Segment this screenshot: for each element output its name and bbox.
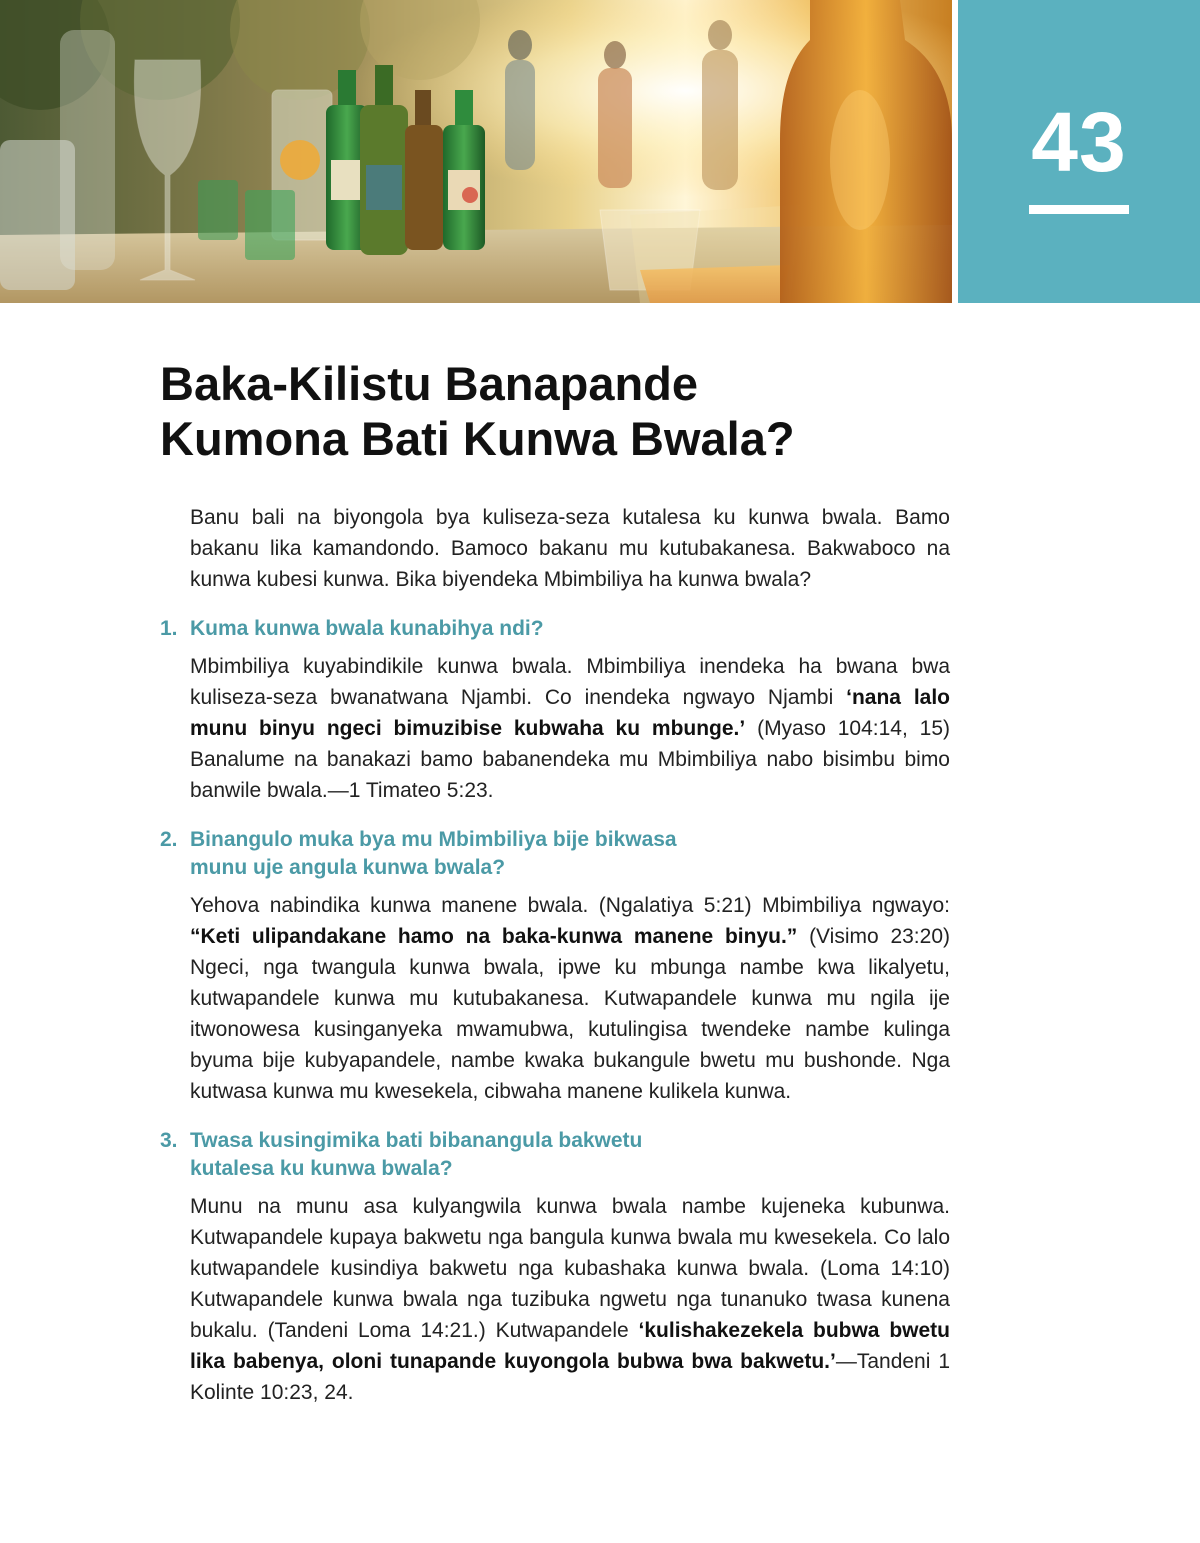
question-3-line-1: Twasa kusingimika bati bibanangula bakwetu <box>190 1129 643 1152</box>
answer-2-text-a: Yehova nabindika kunwa manene bwala. (Ngalatiya 5:21) Mbimbiliya ngwayo: <box>190 894 950 917</box>
answer-2-quote: “Keti ulipandakane hamo na baka-kunwa manene binyu.” <box>190 925 798 948</box>
question-3 <box>160 1127 950 1183</box>
answer-1-text-a: Mbimbiliya kuyabindikile kunwa bwala. Mbimbiliya inendeka ha bwana bwa kuliseza-seza bwanatwana Njambi. Co inendeka ngwayo Njambi <box>190 655 950 709</box>
answer-3-paragraph <box>190 1191 950 1408</box>
question-3-number: 3. <box>160 1129 178 1152</box>
answer-1-paragraph <box>190 651 950 806</box>
lesson-content <box>160 502 950 1408</box>
answer-2-text-b: (Visimo 23:20) Ngeci, nga twangula kunwa bwala, ipwe ku mbunga nambe kwa likalyetu, kutwapandele kunwa mu kutubakanesa. Kutwapandele kunwa mu ngila ije itwonowesa kusinganyeka mwamubwa, kutulingisa twendeke nambe kulinga byuma bije kubyapandele, nambe kwaka bukangule bwetu mu bushonde. Nga kutwasa kunwa mu kwesekela, cibwaha manene kulikela kunwa. <box>190 925 950 1103</box>
answer-1-quote: ‘nana lalo munu binyu ngeci bimuzibise kubwaha ku mbunge.’ <box>190 686 951 740</box>
title-line-1: Baka-Kilistu Banapande <box>160 357 699 410</box>
question-2-line-1: Binangulo muka bya mu Mbimbiliya bije bikwasa <box>190 828 677 851</box>
question-1 <box>160 615 950 643</box>
title-line-2: Kumona Bati Kunwa Bwala? <box>160 412 795 465</box>
intro-paragraph: Banu bali na biyongola bya kuliseza-seza kutalesa ku kunwa bwala. Bamo bakanu lika kamandondo. Bamoco bakanu mu kutubakanesa. Bakwaboco na kunwa kubesi kunwa. Bika biyendeka Mbimbiliya ha kunwa bwala? <box>190 506 950 591</box>
question-2 <box>160 826 950 882</box>
question-2-line-2: munu uje angula kunwa bwala? <box>190 856 506 879</box>
answer-3-quote: ‘kulishakezekela bubwa bwetu lika babenya, oloni tunapande kuyongola bubwa bwa bakwetu.’ <box>190 1319 950 1373</box>
answer-3-text-b: —Tandeni 1 Kolinte 10:23, 24. <box>190 1350 951 1404</box>
question-1-number: 1. <box>160 617 178 640</box>
lesson-number-underline <box>1029 205 1129 214</box>
lesson-number: 43 <box>1031 95 1127 189</box>
lesson-number-box <box>958 0 1200 303</box>
answer-2-paragraph <box>190 890 950 1107</box>
answer-1-text-b: (Myaso 104:14, 15) Banalume na banakazi bamo babanendeka mu Mbimbiliya nabo bisimbu bimo banwile bwala.—1 Timateo 5:23. <box>190 717 951 802</box>
page-title <box>160 356 920 466</box>
question-3-line-2: kutalesa ku kunwa bwala? <box>190 1157 453 1180</box>
question-2-number: 2. <box>160 828 178 851</box>
question-1-text: Kuma kunwa bwala kunabihya ndi? <box>190 617 544 640</box>
answer-3-text-a: Munu na munu asa kulyangwila kunwa bwala nambe kujeneka kubunwa. Kutwapandele kupaya bakwetu nga bangula kunwa bwala mu kwesekela. Co lalo kutwapandele kusindiya bakwetu nga kubashaka kunwa bwala. (Loma 14:10) Kutwapandele kunwa bwala nga tuzibuka ngwetu nga tunanuko twasa kunena bukalu. (Tandeni Loma 14:21.) Kutwapandele <box>190 1195 950 1342</box>
hero-image <box>0 0 952 303</box>
